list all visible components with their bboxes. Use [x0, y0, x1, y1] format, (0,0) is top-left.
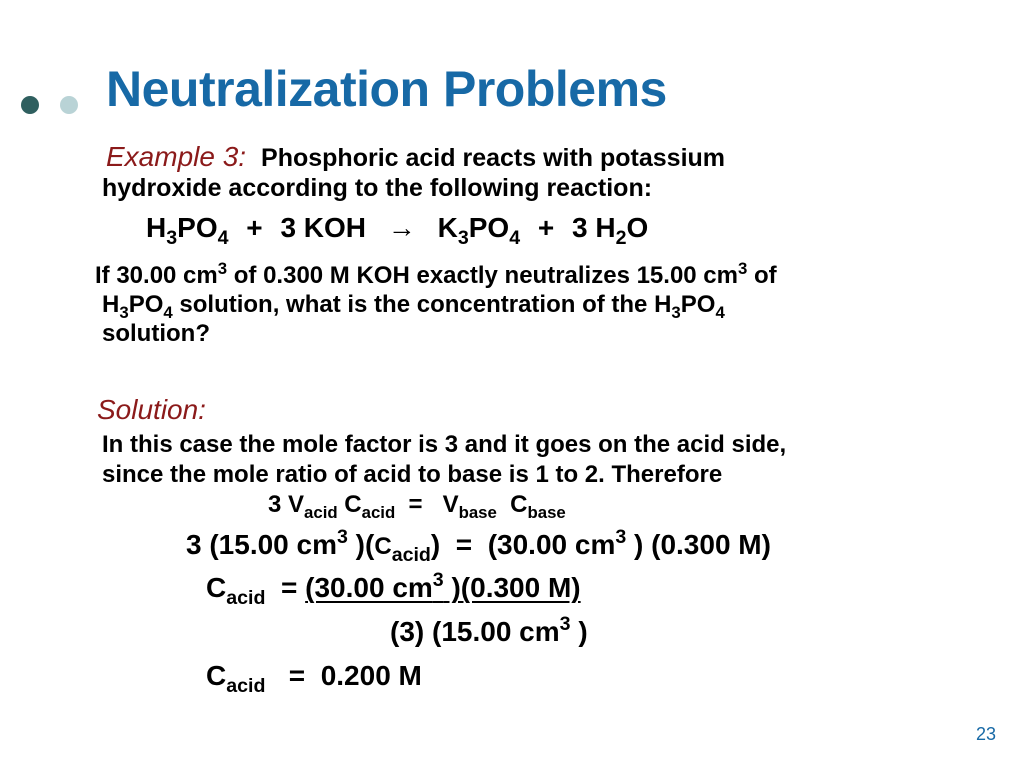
fraction-numerator: (30.00 $cm^3$ )(0.300 M) [305, 569, 581, 603]
question-line-3: solution? [102, 320, 210, 347]
bullet-dot-dark [21, 96, 39, 114]
question-line-1: If 30.00 $cm^3$ of 0.300 M KOH exactly neutralizes 15.00 $cm^3$ of [95, 258, 777, 289]
slide-title: Neutralization Problems [106, 61, 667, 117]
bullet-dot-light [60, 96, 78, 114]
solution-label: Solution: [97, 394, 206, 425]
question-line-2: $H_3PO_4$ solution, what is the concentration of the $H_3PO_4$ [102, 291, 725, 322]
equation-substitution: 3 (15.00 $cm^3$ )$(C_{acid}) = (30.00$ $cm^3$ ) (0.300 M) [186, 526, 771, 566]
equation-mole-relation: 3 $V_{acid}$ $C_{acid} = V_{base}$ $C_{base}$ [268, 491, 566, 522]
example-text-2: hydroxide according to the following reaction: [102, 174, 653, 202]
solution-text-1: In this case the mole factor is 3 and it goes on the acid side, [102, 431, 787, 458]
equation-answer: $C_{acid} = 0.200$ M [206, 660, 422, 697]
reaction-equation: $H_3PO_4 + 3$ KOH → $K_3PO_4 + 3$ $H_2O$ [146, 212, 649, 249]
solution-text-2: since the mole ratio of acid to base is 1 to 2. Therefore [102, 461, 723, 488]
equation-solve: $C_{acid} = (30.00$ $cm^3$ )(0.300 M) [206, 569, 581, 609]
example-label: Example 3: [106, 141, 247, 172]
arrow-icon: → [387, 212, 416, 243]
example-text-1: Phosphoric acid reacts with potassium [261, 144, 726, 172]
example-line-1 [106, 141, 725, 173]
fraction-denominator: (3) (15.00 $cm^3$ ) [390, 613, 588, 647]
page-number: 23 [975, 724, 996, 744]
